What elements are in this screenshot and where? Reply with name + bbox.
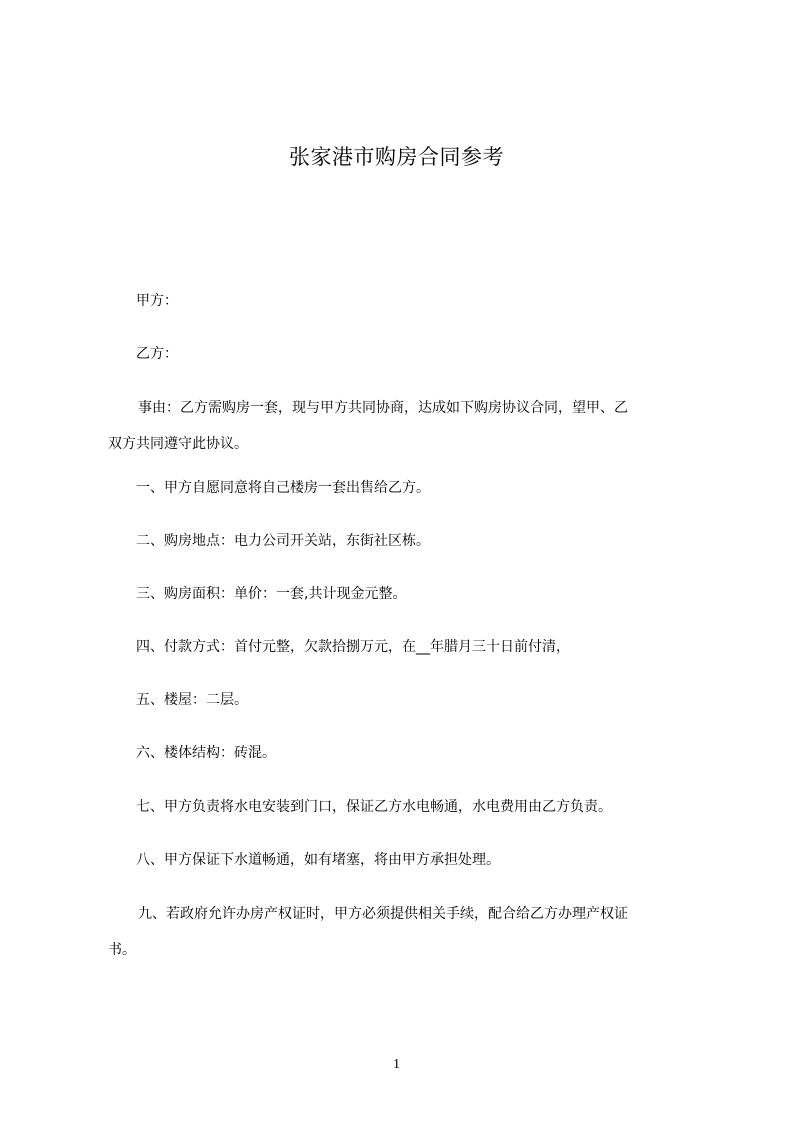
clause-9-paragraph <box>108 904 706 960</box>
party-b-label: 乙方： <box>136 346 178 362</box>
clause-7: 七、甲方负责将水电安装到门口，保证乙方水电畅通，水电费用由乙方负责。 <box>136 799 612 815</box>
clause-9-line-2: 书。 <box>108 942 136 958</box>
clause-9-line-1: 九、若政府允许办房产权证时，甲方必须提供相关手续，配合给乙方办理产权证 <box>138 906 628 922</box>
page-title: 张家港市购房合同参考 <box>289 145 504 169</box>
clause-8: 八、甲方保证下水道畅通，如有堵塞，将由甲方承担处理。 <box>136 852 500 868</box>
clause-3: 三、购房面积：单价：一套,共计现金元整。 <box>136 586 407 602</box>
clause-1: 一、甲方自愿同意将自己楼房一套出售给乙方。 <box>136 480 430 496</box>
preamble-line-2: 双方共同遵守此协议。 <box>108 436 248 452</box>
clause-5: 五、楼屋：二层。 <box>136 692 248 708</box>
clause-4: 四、付款方式：首付元整，欠款拾捌万元，在__年腊月三十日前付清， <box>136 639 570 655</box>
clause-6: 六、楼体结构：砖混。 <box>136 745 276 761</box>
preamble-paragraph <box>108 398 706 454</box>
party-a-label: 甲方： <box>136 293 178 309</box>
preamble-line-1: 事由：乙方需购房一套，现与甲方共同协商，达成如下购房协议合同，望甲、乙 <box>138 400 628 416</box>
page-number: 1 <box>393 1057 400 1072</box>
clause-2: 二、购房地点：电力公司开关站，东街社区栋。 <box>136 533 430 549</box>
